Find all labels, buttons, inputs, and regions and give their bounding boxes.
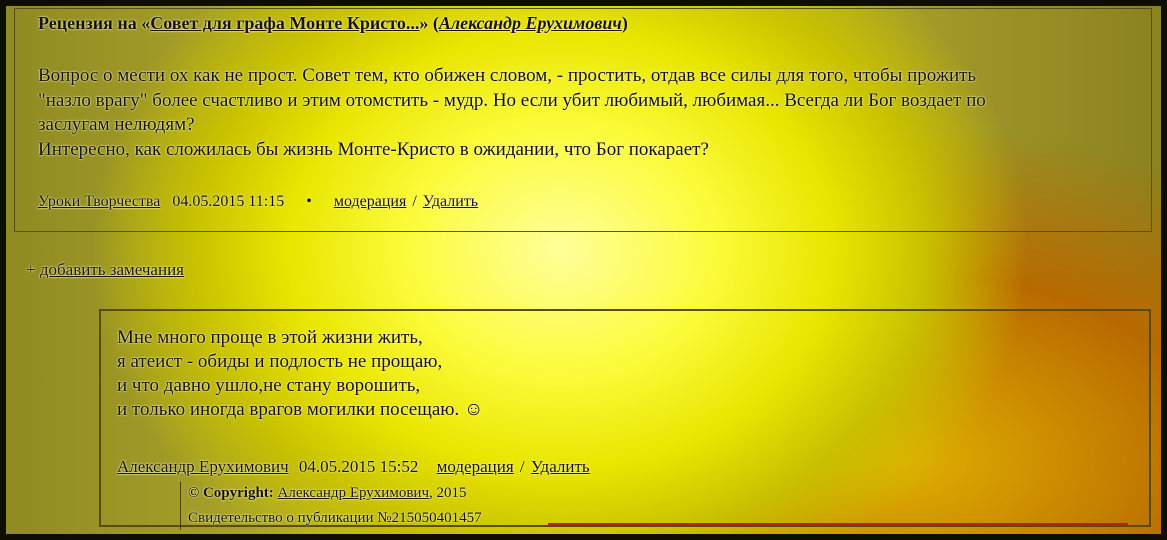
- reply-meta: [117, 457, 590, 477]
- poem-line: я атеист - обиды и подлость не прощаю,: [117, 351, 443, 372]
- footer-divider: [180, 482, 181, 530]
- review-body-line: Вопрос о мести ох как не прост. Совет тем, кто обижен словом, - простить, отдав все силы для того, чтобы прожить: [38, 65, 977, 86]
- reply-poem: [117, 326, 483, 422]
- reply-date: 04.05.2015 15:52: [298, 457, 419, 476]
- review-meta: [38, 193, 478, 211]
- title-mid: » (: [419, 13, 439, 33]
- delete-link[interactable]: Удалить: [422, 193, 479, 210]
- reply-author-link[interactable]: Александр Ерухимович: [117, 457, 289, 476]
- copyright-prefix: © Copyright:: [188, 485, 278, 501]
- work-link[interactable]: Совет для графа Монте Кристо...: [150, 13, 420, 33]
- moderation-link[interactable]: модерация: [333, 193, 407, 210]
- review-body-line: "назло врагу" более счастливо и этим отомстить - мудр. Но если убит любимый, любимая... Всегда ли Бог воздает по: [38, 89, 986, 111]
- review-body: [38, 64, 1128, 162]
- reply-slash-separator: /: [519, 457, 525, 476]
- poem-line: Мне много проще в этой жизни жить,: [117, 327, 423, 348]
- certificate-underline: [548, 523, 1128, 525]
- review-body-line: заслугам нелюдям?: [38, 114, 195, 135]
- copyright-author-link[interactable]: Александр Ерухимович: [277, 485, 429, 501]
- poem-line: и только иногда врагов могилки посещаю. ☺: [117, 399, 484, 420]
- add-remarks-link[interactable]: добавить замечания: [39, 260, 184, 279]
- review-body-line: Интересно, как сложилась бы жизнь Монте-Кристо в ожидании, что Бог покарает?: [38, 138, 709, 160]
- slash-separator: /: [412, 193, 417, 210]
- reply-delete-link[interactable]: Удалить: [530, 457, 590, 476]
- copyright-year: , 2015: [428, 485, 467, 501]
- review-date: 04.05.2015 11:15: [172, 193, 285, 210]
- title-suffix: ): [621, 13, 628, 33]
- copyright-line: [188, 485, 466, 502]
- certificate-text: Свидетельство о публикации №215050401457: [188, 510, 482, 526]
- bullet-separator: •: [306, 193, 312, 210]
- author-link[interactable]: Александр Ерухимович: [438, 13, 622, 33]
- title-prefix: Рецензия на «: [38, 13, 151, 33]
- review-title: [38, 13, 628, 34]
- reviewer-link[interactable]: Уроки Творчества: [38, 193, 161, 210]
- add-remarks[interactable]: [26, 260, 184, 280]
- poem-line: и что давно ушло,не стану ворошить,: [117, 375, 421, 396]
- plus-icon: +: [26, 260, 36, 279]
- certificate-line: [188, 510, 482, 527]
- reply-moderation-link[interactable]: модерация: [436, 457, 514, 476]
